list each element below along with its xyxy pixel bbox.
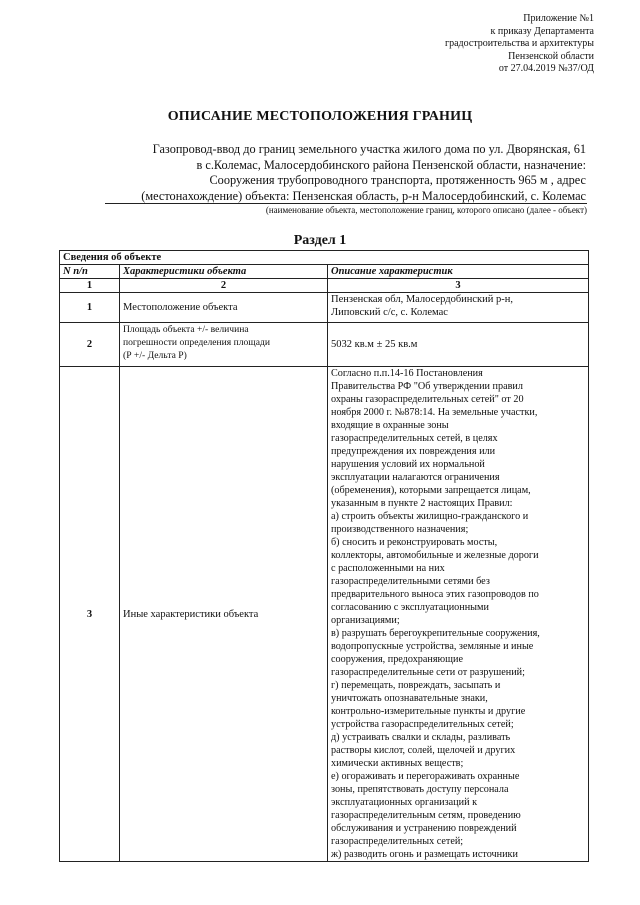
row-characteristic bbox=[120, 323, 328, 367]
appendix-line: градостроительства и архитектуры bbox=[445, 38, 594, 50]
row-description-line: газораспределительных сетей; bbox=[331, 836, 464, 847]
row-description-line: ноября 2000 г. №878:14. На земельные участки, bbox=[331, 407, 538, 418]
table-row bbox=[60, 323, 589, 367]
object-description bbox=[104, 142, 586, 204]
row-description-line: зоны, препятствовать доступу персонала bbox=[331, 784, 509, 795]
row-number: 3 bbox=[60, 367, 120, 862]
row-number: 2 bbox=[60, 323, 120, 367]
header-description: Описание характеристик bbox=[328, 265, 589, 279]
row-description-line: сооружения, предохраняющие bbox=[331, 654, 463, 665]
object-description-line: в с.Колемас, Малосердобинского района Пензенской области, назначение: bbox=[196, 157, 586, 172]
row-description-line: производственного назначения; bbox=[331, 524, 469, 535]
row-description-line: водопропускные устройства, земляные и иные bbox=[331, 641, 534, 652]
header-characteristic: Характеристики объекта bbox=[120, 265, 328, 279]
table-row bbox=[60, 367, 589, 862]
row-description-line: Согласно п.п.14-16 Постановления bbox=[331, 368, 483, 379]
row-description-line: (обременения), которыми запрещается лицам, bbox=[331, 485, 531, 496]
row-description-line: эксплуатационных организаций к bbox=[331, 797, 478, 808]
column-number: 3 bbox=[328, 279, 589, 293]
row-description-line: предупреждения их повреждения или bbox=[331, 446, 496, 457]
row-description bbox=[328, 367, 589, 862]
row-description: 5032 кв.м ± 25 кв.м bbox=[328, 323, 589, 367]
row-description-line: б) сносить и реконструировать мосты, bbox=[331, 537, 498, 548]
appendix-block bbox=[334, 13, 594, 76]
object-info-table bbox=[59, 250, 589, 862]
table-header-row bbox=[60, 265, 589, 279]
row-description-line: г) перемещать, повреждать, засыпать и bbox=[331, 680, 501, 691]
row-description-line: нарушения условий их нормальной bbox=[331, 459, 485, 470]
row-description-line: газораспределительным сетям, проведению bbox=[331, 810, 521, 821]
row-number: 1 bbox=[60, 293, 120, 323]
appendix-line: Пензенской области bbox=[508, 50, 594, 62]
row-description-line: охраны газораспределительных сетей" от 20 bbox=[331, 394, 524, 405]
row-description-line: газораспределительные сети от разрушений; bbox=[331, 667, 525, 678]
row-description-line: в) разрушать берегоукрепительные сооружения, bbox=[331, 628, 540, 639]
column-number: 1 bbox=[60, 279, 120, 293]
row-characteristic: Иные характеристики объекта bbox=[120, 367, 328, 862]
column-number-row bbox=[60, 279, 589, 293]
table-caption: Сведения об объекте bbox=[60, 251, 589, 265]
row-description-line: эксплуатации налагаются ограничения bbox=[331, 472, 500, 483]
row-description-line: Правительства РФ "Об утверждении правил bbox=[331, 381, 523, 392]
row-description-line: контрольно-измерительные пункты и другие bbox=[331, 706, 526, 717]
row-description-line: е) огораживать и перегораживать охранные bbox=[331, 771, 520, 782]
row-description-line: газораспределительными сетями без bbox=[331, 576, 490, 587]
appendix-line: от 27.04.2019 №37/ОД bbox=[498, 63, 594, 75]
row-description-line: Липовский с/с, с. Колемас bbox=[331, 307, 448, 318]
header-num: N п/п bbox=[60, 265, 120, 279]
row-description-line: растворы кислот, солей, щелочей и других bbox=[331, 745, 516, 756]
object-description-line: Сооружения трубопроводного транспорта, протяженность 965 м , адрес bbox=[209, 173, 586, 187]
row-description-line: ж) разводить огонь и размещать источники bbox=[331, 849, 518, 860]
row-description-line: предварительного выноса этих газопроводов по bbox=[331, 589, 539, 600]
object-description-caption: (наименование объекта, местоположение границ, которого описано (далее - объект) bbox=[265, 205, 587, 215]
object-description-underline bbox=[105, 203, 587, 204]
row-description-line: обслуживания и устранению повреждений bbox=[331, 823, 517, 834]
object-description-line: Газопровод-ввод до границ земельного участка жилого дома по ул. Дворянская, 61 bbox=[152, 142, 586, 156]
row-description-line: согласованию с эксплуатационными bbox=[331, 602, 489, 613]
row-description-line: а) строить объекты жилищно-гражданского и bbox=[331, 511, 529, 522]
appendix-line: Приложение №1 bbox=[523, 13, 594, 24]
table-row bbox=[60, 293, 589, 323]
row-description-line: с расположенными на них bbox=[331, 563, 445, 574]
row-characteristic-line: Площадь объекта +/- величина bbox=[123, 324, 249, 335]
row-description-line: коллекторы, автомобильные и железные дороги bbox=[331, 550, 539, 561]
row-description-line: Пензенская обл, Малосердобинский р-н, bbox=[331, 294, 514, 305]
row-description-line: уничтожать опознавательные знаки, bbox=[331, 693, 488, 704]
row-characteristic-line: погрешности определения площади bbox=[123, 337, 270, 348]
row-description-line: устройства газораспределительных сетей; bbox=[331, 719, 514, 730]
row-characteristic-line: (Р +/- Дельта Р) bbox=[123, 350, 187, 361]
row-description-line: химически активных веществ; bbox=[331, 758, 464, 769]
row-description-line: указанным в пункте 2 настоящих Правил: bbox=[331, 498, 513, 509]
appendix-line: к приказу Департамента bbox=[490, 25, 594, 37]
section-title: Раздел 1 bbox=[293, 233, 347, 248]
row-description-line: организациями; bbox=[331, 615, 400, 626]
page-title: ОПИСАНИЕ МЕСТОПОЛОЖЕНИЯ ГРАНИЦ bbox=[167, 109, 473, 124]
row-description-line: д) устраивать свалки и склады, разливать bbox=[331, 732, 511, 743]
row-characteristic: Местоположение объекта bbox=[120, 293, 328, 323]
row-description bbox=[328, 293, 589, 323]
column-number: 2 bbox=[120, 279, 328, 293]
row-description-line: газораспределительных сетей, в целях bbox=[331, 433, 498, 444]
table-caption-row bbox=[60, 251, 589, 265]
row-description-line: входящие в охранные зоны bbox=[331, 420, 449, 431]
object-description-line: (местонахождение) объекта: Пензенская область, р-н Малосердобинский, с. Колемас bbox=[141, 188, 586, 203]
